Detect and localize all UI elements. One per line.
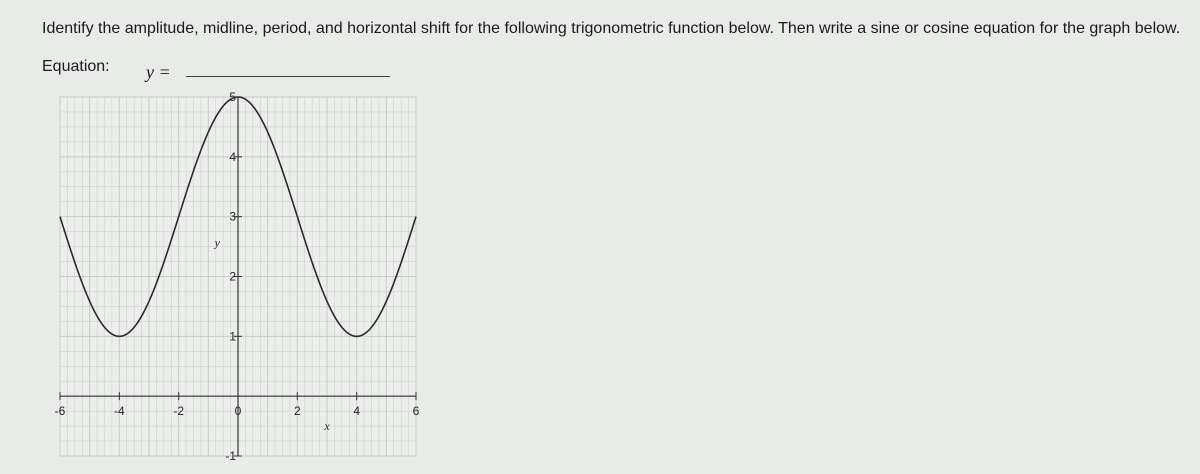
y-tick-label: 3 [229, 209, 236, 224]
x-tick-label: 4 [353, 404, 361, 419]
y-tick-label: 1 [229, 329, 236, 344]
y-tick-label: 4 [229, 149, 236, 164]
y-tick-label: 5 [229, 90, 236, 104]
y-tick-label: -1 [225, 449, 236, 463]
x-tick-label: 6 [412, 404, 420, 419]
x-tick-label: -6 [54, 404, 66, 419]
x-axis-label: x [324, 419, 330, 434]
x-tick-label: -2 [173, 404, 185, 419]
x-tick-label: -4 [113, 404, 125, 419]
equation-lhs: y = [146, 62, 171, 82]
y-axis-label: y [214, 235, 220, 250]
x-tick-label: 2 [293, 404, 301, 419]
question-prompt: Identify the amplitude, midline, period, and horizontal shift for the following trigonometric function below. Then write a sine or cosine equation for the graph below. [42, 20, 1181, 37]
equation-label: Equation: [42, 58, 110, 75]
y-tick-label: 2 [229, 269, 236, 284]
x-tick-label: 0 [234, 404, 242, 419]
